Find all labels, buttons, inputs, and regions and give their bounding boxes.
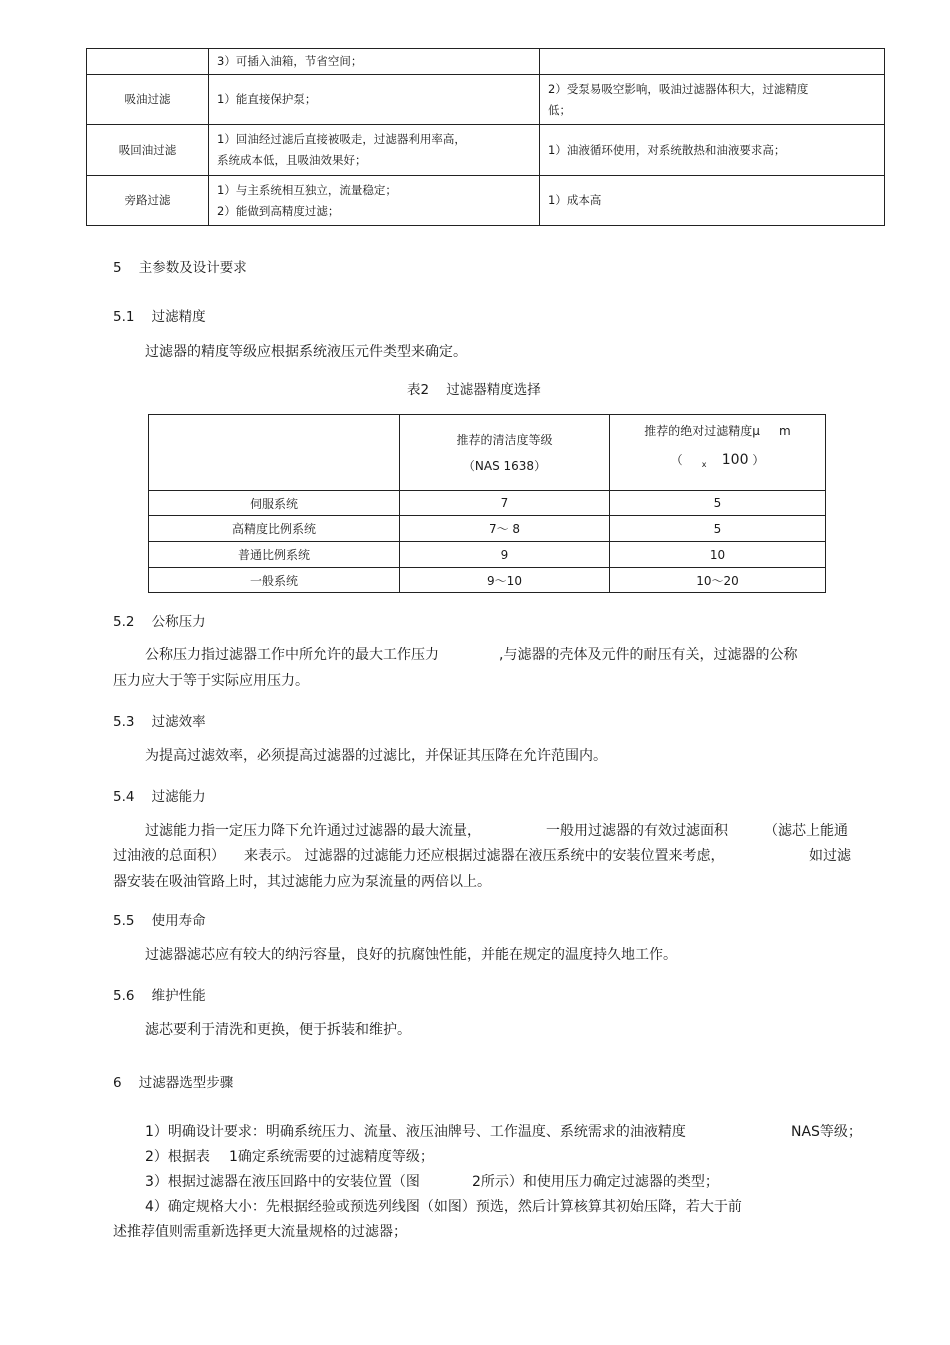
table-row: [87, 49, 885, 75]
table-cell: 5: [610, 516, 826, 542]
table-row: [87, 75, 885, 125]
subsection-title: 公称压力: [151, 614, 206, 630]
paragraph-line: 压力应大于等于实际应用压力。: [113, 673, 309, 689]
paragraph: 过滤器的精度等级应根据系统液压元件类型来确定。: [145, 344, 467, 360]
table-cell: 吸回油过滤: [87, 125, 209, 176]
subsection-title: 使用寿命: [151, 913, 206, 929]
header-text: [614, 422, 821, 440]
table-cell: 9: [400, 542, 610, 568]
paragraph-line: （滤芯上能通: [764, 823, 848, 839]
table-header-cell: [149, 415, 400, 491]
table-cell: [209, 125, 540, 176]
paren-open: （: [670, 453, 683, 467]
subsection-title: 过滤精度: [151, 309, 206, 325]
section-number: 6: [113, 1075, 122, 1091]
subsection-number: 5.3: [113, 714, 135, 730]
disadvantage-text: 2）受泵易吸空影响，吸油过滤器体积大，过滤精度: [548, 81, 809, 96]
paragraph-line: 过油液的总面积）: [113, 848, 225, 864]
step-item: 2）根据表: [145, 1149, 210, 1165]
paragraph-line: 器安装在吸油管路上时，其过滤能力应为泵流量的两倍以上。: [113, 874, 491, 890]
unit-text: m: [779, 424, 791, 438]
paragraph: 过滤器滤芯应有较大的纳污容量，良好的抗腐蚀性能，并能在规定的温度持久地工作。: [145, 947, 677, 963]
table-cell: 10～20: [610, 568, 826, 593]
subsection-title: 过滤能力: [151, 789, 206, 805]
subsection-title: 维护性能: [151, 988, 206, 1004]
table-cell: [540, 75, 885, 125]
section-title: 主参数及设计要求: [138, 260, 247, 276]
advantage-text: 1）能直接保护泵；: [217, 92, 317, 106]
subsection-number: 5.4: [113, 789, 135, 805]
section-heading: [113, 256, 247, 276]
subsection-number: 5.5: [113, 913, 135, 929]
paragraph: 为提高过滤效率，必须提高过滤器的过滤比，并保证其压降在允许范围内。: [145, 748, 607, 764]
header-text: 推荐的清洁度等级: [456, 432, 553, 447]
paragraph-line: ,与滤器的壳体及元件的耐压有关，过滤器的公称: [499, 647, 798, 663]
table-row: [87, 176, 885, 226]
beta-ratio: [614, 450, 821, 475]
table-cell: 伺服系统: [149, 491, 400, 516]
step-item: 4）确定规格大小：先根据经验或预选列线图（如图）预选，然后计算核算其初始压降，若大于前: [145, 1199, 742, 1215]
section-number: 5: [113, 260, 122, 276]
table-cell: [209, 49, 540, 75]
table-cell: [209, 176, 540, 226]
table-header-cell: [400, 415, 610, 491]
paragraph-line: 如过滤: [809, 848, 851, 864]
table-cell: 5: [610, 491, 826, 516]
subsection-number: 5.1: [113, 309, 135, 325]
advantage-text: 1）回油经过滤后直接被吸走，过滤器利用率高，: [217, 132, 466, 146]
advantage-text: 系统成本低，且吸油效果好；: [217, 153, 367, 167]
table-header-row: [149, 415, 826, 491]
advantage-text: 1）与主系统相互独立，流量稳定；: [217, 182, 397, 197]
caption-text: 过滤器精度选择: [446, 382, 541, 398]
caption-label: 表2: [407, 382, 430, 398]
precision-table: [148, 414, 826, 593]
subsection-heading: [113, 610, 206, 630]
section-heading: [113, 1071, 233, 1091]
subsection-number: 5.2: [113, 614, 135, 630]
section-title: 过滤器选型步骤: [138, 1075, 234, 1091]
filter-location-table: [86, 48, 885, 226]
table-row: [149, 568, 826, 593]
paragraph-line: 一般用过滤器的有效过滤面积: [546, 823, 728, 839]
disadvantage-text: 1）油液循环使用，对系统散热和油液要求高；: [548, 142, 786, 157]
subsection-heading: [113, 710, 206, 730]
table-row: [149, 491, 826, 516]
paragraph-line: 过滤能力指一定压力降下允许通过过滤器的最大流量，: [145, 823, 481, 839]
header-text-part: 推荐的绝对过滤精度μ: [644, 424, 760, 438]
table-cell: [540, 125, 885, 176]
subscript-x: x: [701, 460, 707, 469]
subsection-title: 过滤效率: [151, 714, 206, 730]
table-cell: 高精度比例系统: [149, 516, 400, 542]
subsection-heading: [113, 909, 206, 929]
step-item: 述推荐值则需重新选择更大流量规格的过滤器；: [113, 1224, 407, 1240]
subsection-number: 5.6: [113, 988, 135, 1004]
paren-close: ）: [752, 453, 765, 467]
disadvantage-text: 1）成本高: [548, 193, 602, 207]
table-cell: 一般系统: [149, 568, 400, 593]
paragraph-line: 公称压力指过滤器工作中所允许的最大工作压力: [145, 647, 439, 663]
table-header-cell: [610, 415, 826, 491]
step-item: 3）根据过滤器在液压回路中的安装位置（图: [145, 1174, 420, 1190]
beta-value: 100: [721, 452, 749, 468]
table-cell: 7: [400, 491, 610, 516]
subsection-heading: [113, 785, 206, 805]
table-cell: [209, 75, 540, 125]
advantage-text: 3）可插入油箱，节省空间；: [217, 54, 363, 68]
step-item: 1确定系统需要的过滤精度等级；: [229, 1149, 434, 1165]
table-cell: 7～ 8: [400, 516, 610, 542]
table-cell: 旁路过滤: [87, 176, 209, 226]
table-cell: 10: [610, 542, 826, 568]
table-cell: 9～10: [400, 568, 610, 593]
table-cell: [540, 49, 885, 75]
paragraph: 滤芯要利于清洗和更换，便于拆装和维护。: [145, 1022, 411, 1038]
disadvantage-text: 低；: [548, 102, 571, 117]
table-cell: [87, 49, 209, 75]
subsection-heading: [113, 984, 206, 1004]
subsection-heading: [113, 305, 206, 325]
step-item: 2所示）和使用压力确定过滤器的类型；: [472, 1174, 719, 1190]
table-row: [149, 542, 826, 568]
table-cell: 吸油过滤: [87, 75, 209, 125]
step-item: NAS等级；: [791, 1124, 862, 1140]
table-row: [87, 125, 885, 176]
step-item: 1）明确设计要求：明确系统压力、流量、液压油牌号、工作温度、系统需求的油液精度: [145, 1124, 686, 1140]
table-caption: [407, 378, 541, 398]
header-text: （NAS 1638）: [462, 458, 547, 473]
table-row: [149, 516, 826, 542]
table-cell: 普通比例系统: [149, 542, 400, 568]
table-cell: [540, 176, 885, 226]
advantage-text: 2）能做到高精度过滤；: [217, 203, 340, 218]
paragraph-line: 来表示。 过滤器的过滤能力还应根据过滤器在液压系统中的安装位置来考虑，: [244, 848, 725, 864]
